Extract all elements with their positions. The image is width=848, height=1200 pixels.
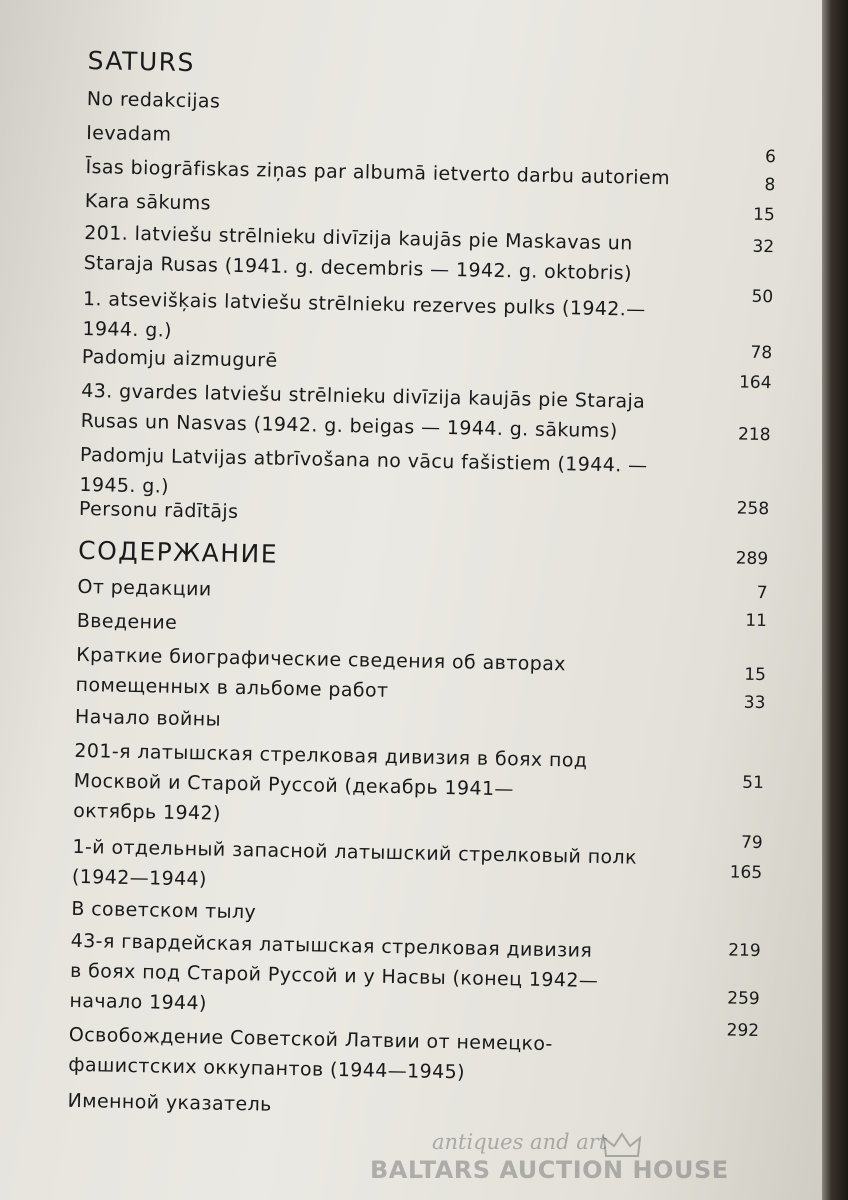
page-number: 6: [764, 147, 777, 168]
watermark-tagline: antiques and art: [432, 1130, 608, 1154]
toc-entry: Освобождение Советской Латвии от немецко- фашистских оккупантов (1944—1945): [68, 1023, 553, 1084]
toc-entry: Ievadam: [86, 121, 172, 146]
page-number: 164: [738, 372, 772, 394]
page-number: 165: [729, 862, 763, 884]
page-number: 219: [727, 940, 761, 962]
page-number: 79: [740, 832, 763, 854]
toc-entry: Введение: [76, 609, 178, 634]
toc-entry: Personu rādītājs: [78, 497, 239, 523]
page-number: 15: [752, 204, 775, 226]
toc-entry: 1-й отдельный запасной латышский стрелковый полк (1942—1944): [71, 835, 638, 891]
toc-entry: 201. latviešu strēlnieku divīzija kaujās pie Maskavas un Staraja Rusas (1941. g. decembris — 1942. g. oktobris): [83, 221, 633, 285]
page-number: 51: [742, 772, 765, 794]
page-number: 218: [737, 424, 771, 446]
page-number: 258: [736, 498, 770, 520]
toc-entry: No redakcijas: [86, 87, 221, 113]
page-edge-shadow: [822, 0, 848, 1200]
section-title-soderzhanie: СОДЕРЖАНИЕ: [77, 535, 279, 569]
toc-entry: В советском тылу: [71, 897, 257, 924]
toc-entry: Padomju Latvijas atbrīvošana no vācu fašistiem (1944. — 1945. g.): [79, 443, 648, 498]
page-number: 7: [756, 582, 768, 604]
toc-entry: Īsas biogrāfiskas ziņas par albumā ietverto darbu autoriem: [85, 155, 671, 190]
toc-entry: Начало войны: [74, 705, 222, 731]
page-number: 50: [751, 286, 774, 308]
auction-watermark: [370, 1130, 830, 1200]
toc-entry: Kara sākums: [84, 189, 212, 215]
page-number: 289: [735, 548, 769, 570]
toc-entry: От редакции: [77, 575, 212, 601]
toc-entry: 201-я латышская стрелковая дивизия в боях под Москвой и Старой Руссой (декабрь 1941— октябрь 1942): [72, 739, 588, 825]
page-number: 11: [745, 610, 768, 632]
toc-entry: Именной указатель: [67, 1089, 272, 1116]
page-number: 15: [744, 664, 767, 686]
crown-icon: [602, 1132, 642, 1158]
page-number: 259: [727, 988, 760, 1010]
page-number: 32: [752, 236, 775, 258]
page-number: 8: [764, 175, 776, 196]
watermark-brand: BALTARS AUCTION HOUSE: [370, 1156, 729, 1184]
page-number: 33: [743, 692, 766, 714]
page-number: 78: [750, 342, 773, 364]
toc-entry: 43. gvardes latviešu strēlnieku divīzija kaujās pie Staraja Rusas un Nasvas (1942. g. beigas — 1944. g. sākums): [80, 379, 646, 443]
section-title-satus: SATURS: [87, 45, 196, 78]
toc-entry: 43-я гвардейская латышская стрелковая дивизия в боях под Старой Руссой и у Насвы (конец 1942— начало 1944): [69, 929, 599, 1015]
page-number: 292: [726, 1020, 760, 1042]
table-of-contents: [67, 40, 800, 1116]
toc-entry: 1. atsevišķais latviešu strēlnieku rezerves pulks (1942.— 1944. g.): [82, 287, 646, 342]
toc-entry: Padomju aizmugurē: [81, 345, 278, 372]
toc-entry: Краткие биографические сведения об авторах помещенных в альбоме работ: [75, 643, 567, 702]
